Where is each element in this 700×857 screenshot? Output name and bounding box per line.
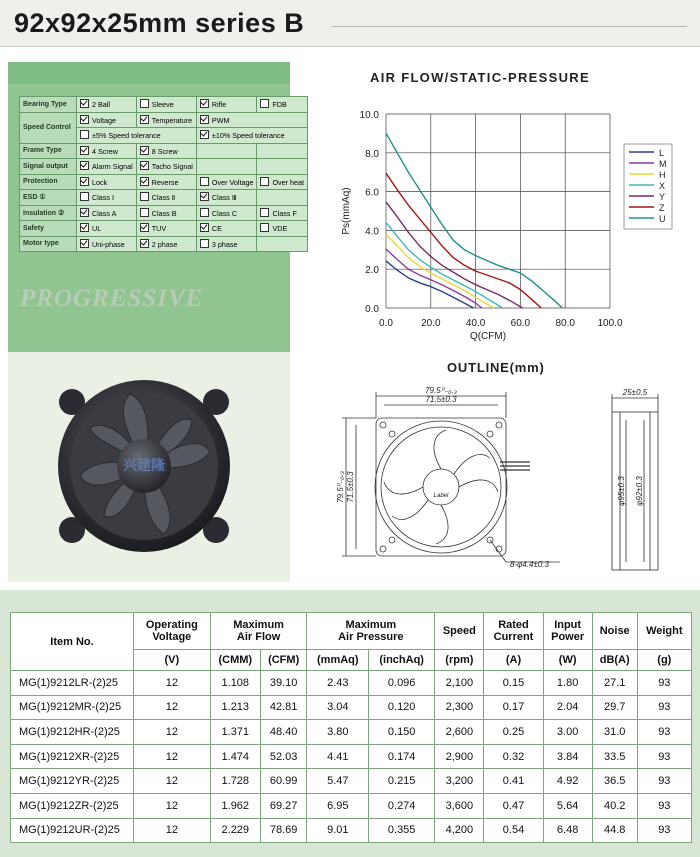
y-axis-label: Ps(mmAq) xyxy=(341,187,352,235)
column-header xyxy=(134,613,211,650)
column-unit: (CMM) xyxy=(210,650,260,671)
legend-label: U xyxy=(659,214,666,224)
brand-watermark: PROGRESSIVE xyxy=(20,285,204,312)
outline-hole xyxy=(389,431,395,437)
table-cell: 12 xyxy=(134,793,211,818)
table-cell: 4,200 xyxy=(435,818,484,843)
spec-option-label: Lock xyxy=(92,177,108,187)
spec-option-label: Alarm Signal xyxy=(92,162,133,172)
dim-left-inner: 71.5±0.3 xyxy=(346,471,355,503)
spec-option-label: 3 phase xyxy=(211,239,238,249)
spec-row-label: Speed Control xyxy=(20,112,77,143)
column-header xyxy=(592,613,637,650)
table-cell: 52.03 xyxy=(260,744,307,769)
table-cell: 6.48 xyxy=(543,818,592,843)
model-cell: MG(1)9212HR-(2)25 xyxy=(11,720,134,745)
table-cell: 29.7 xyxy=(592,695,637,720)
column-unit: (W) xyxy=(543,650,592,671)
spec-option-label: PWM xyxy=(211,115,230,125)
dim-left-outer: 79.5⁰₋₀.₃ xyxy=(336,471,345,503)
table-cell: 0.215 xyxy=(369,769,435,794)
spec-row-label: Motor type xyxy=(20,236,77,252)
table-cell: 93 xyxy=(637,793,691,818)
spec-option-label: 4 Screw xyxy=(92,146,118,156)
table-cell: 6.95 xyxy=(307,793,369,818)
table-cell: 27.1 xyxy=(592,671,637,696)
y-tick-label: 0.0 xyxy=(365,304,379,315)
table-cell: 93 xyxy=(637,671,691,696)
table-cell: 93 xyxy=(637,744,691,769)
table-cell: 93 xyxy=(637,695,691,720)
column-header-label: Operating Voltage xyxy=(145,619,198,643)
table-cell: 3.04 xyxy=(307,695,369,720)
table-cell: 12 xyxy=(134,744,211,769)
legend-label: H xyxy=(659,170,666,180)
table-row xyxy=(11,695,692,720)
table-cell: 3.84 xyxy=(543,744,592,769)
table-cell: 33.5 xyxy=(592,744,637,769)
spec-row-label: Safety xyxy=(20,221,77,237)
legend-label: X xyxy=(659,181,666,191)
fan-logo-text: 兴建隆 xyxy=(123,458,165,474)
spec-row-label: Signal output xyxy=(20,159,77,175)
table-cell: 12 xyxy=(134,720,211,745)
column-header-label: Maximum Air Pressure xyxy=(338,619,404,643)
table-cell: 93 xyxy=(637,769,691,794)
table-row xyxy=(11,818,692,843)
dim-top-outer: 79.5⁰₋₀.₃ xyxy=(425,386,457,395)
spec-option-label: Class Ⅲ xyxy=(211,193,237,203)
model-cell: MG(1)9212ZR-(2)25 xyxy=(11,793,134,818)
spec-option-label: Class C xyxy=(211,208,238,218)
spec-option-label: TUV xyxy=(151,224,167,234)
table-cell: 0.096 xyxy=(369,671,435,696)
column-unit: dB(A) xyxy=(592,650,637,671)
table-cell: 2,900 xyxy=(435,744,484,769)
x-tick-label: 60.0 xyxy=(510,318,531,329)
model-cell: MG(1)9212UR-(2)25 xyxy=(11,818,134,843)
table-cell: 0.15 xyxy=(484,671,543,696)
spec-row-label: Frame Type xyxy=(20,143,77,159)
table-row xyxy=(11,744,692,769)
x-axis-label: Q(CFM) xyxy=(469,331,507,342)
x-tick-label: 0.0 xyxy=(379,318,393,329)
column-header-label: Speed xyxy=(442,625,476,637)
table-cell: 93 xyxy=(637,818,691,843)
table-row xyxy=(11,671,692,696)
outline-inner-circle xyxy=(381,427,501,547)
spec-option-label: Temperature xyxy=(151,115,193,125)
spec-option-label: CE xyxy=(211,224,222,234)
y-tick-label: 6.0 xyxy=(365,187,379,199)
table-cell: 12 xyxy=(134,671,211,696)
table-cell: 3.00 xyxy=(543,720,592,745)
spec-option-label: 2 phase xyxy=(151,239,178,249)
spec-option-label: Class B xyxy=(151,208,177,218)
spec-row-label: Insulation ② xyxy=(20,205,77,221)
spec-option-label: Uni-phase xyxy=(92,239,125,249)
column-unit: (inchAq) xyxy=(369,650,435,671)
spec-row-label: Protection xyxy=(20,174,77,190)
spec-row-label: Bearing Type xyxy=(20,97,77,113)
table-cell: 0.54 xyxy=(484,818,543,843)
spec-option-label: Class Ⅱ xyxy=(151,193,176,203)
table-cell: 39.10 xyxy=(260,671,307,696)
table-cell: 60.99 xyxy=(260,769,307,794)
column-header-label: Rated Current xyxy=(493,619,534,643)
x-tick-label: 80.0 xyxy=(555,318,575,329)
outline-hub xyxy=(423,469,459,505)
dim-dia-outer: φ95±0.3 xyxy=(617,476,626,506)
hole-leader xyxy=(490,540,506,562)
table-cell: 2,300 xyxy=(435,695,484,720)
table-row xyxy=(11,720,692,745)
table-cell: 4.92 xyxy=(543,769,592,794)
table-cell: 48.40 xyxy=(260,720,307,745)
table-cell: 93 xyxy=(637,720,691,745)
table-cell: 12 xyxy=(134,818,211,843)
table-cell: 0.120 xyxy=(369,695,435,720)
legend-label: Y xyxy=(659,192,666,202)
column-unit: (mmAq) xyxy=(307,650,369,671)
spec-option-label: UL xyxy=(92,224,102,234)
y-tick-label: 10.0 xyxy=(359,110,379,121)
column-header xyxy=(11,613,134,671)
table-cell: 1.80 xyxy=(543,671,592,696)
table-cell: 2,100 xyxy=(435,671,484,696)
outline-outer-circle xyxy=(375,421,507,553)
model-cell: MG(1)9212LR-(2)25 xyxy=(11,671,134,696)
table-cell: 0.25 xyxy=(484,720,543,745)
column-header xyxy=(484,613,543,650)
table-cell: 0.41 xyxy=(484,769,543,794)
table-cell: 1.371 xyxy=(210,720,260,745)
table-cell: 1.728 xyxy=(210,769,260,794)
y-tick-label: 8.0 xyxy=(365,148,379,160)
column-header-label: Weight xyxy=(646,625,683,637)
dim-hole: 8-φ4.4±0.3 xyxy=(510,560,549,569)
spec-row-label: ESD ① xyxy=(20,190,77,206)
outline-hole xyxy=(380,422,386,428)
table-cell: 44.8 xyxy=(592,818,637,843)
column-unit: (A) xyxy=(484,650,543,671)
column-header xyxy=(435,613,484,650)
column-header xyxy=(210,613,307,650)
x-tick-label: 20.0 xyxy=(421,318,441,329)
column-header-label: Maximum Air Flow xyxy=(233,619,284,643)
table-cell: 0.47 xyxy=(484,793,543,818)
y-tick-label: 2.0 xyxy=(365,265,379,277)
table-cell: 3.80 xyxy=(307,720,369,745)
spec-option-label: Class F xyxy=(272,208,297,218)
table-cell: 40.2 xyxy=(592,793,637,818)
column-header-label: Item No. xyxy=(50,635,94,648)
column-header xyxy=(637,613,691,650)
dim-thickness: 25±0.5 xyxy=(622,388,648,397)
table-cell: 2.04 xyxy=(543,695,592,720)
table-cell: 0.17 xyxy=(484,695,543,720)
table-cell: 1.108 xyxy=(210,671,260,696)
dim-top-inner: 71.5±0.3 xyxy=(425,395,457,404)
spec-data-table xyxy=(10,612,692,843)
spec-option-label: FDB xyxy=(272,100,287,110)
model-cell: MG(1)9212XR-(2)25 xyxy=(11,744,134,769)
spec-option-label: VDE xyxy=(272,224,288,234)
spec-option-label: Reverse xyxy=(151,177,179,187)
spec-option-label: Sleeve xyxy=(151,100,174,110)
column-header xyxy=(307,613,435,650)
page-title: 92x92x25mm series B xyxy=(14,8,305,38)
table-cell: 2,600 xyxy=(435,720,484,745)
column-unit: (CFM) xyxy=(260,650,307,671)
outline-blades xyxy=(384,430,498,544)
spec-option-label: Class Ⅰ xyxy=(92,193,115,203)
table-row xyxy=(11,793,692,818)
table-cell: 0.274 xyxy=(369,793,435,818)
table-cell: 3,200 xyxy=(435,769,484,794)
model-cell: MG(1)9212MR-(2)25 xyxy=(11,695,134,720)
table-cell: 0.150 xyxy=(369,720,435,745)
chart-title: AIR FLOW/STATIC-PRESSURE xyxy=(370,70,590,85)
legend-label: M xyxy=(659,159,667,169)
table-cell: 12 xyxy=(134,695,211,720)
model-cell: MG(1)9212YR-(2)25 xyxy=(11,769,134,794)
table-cell: 9.01 xyxy=(307,818,369,843)
legend-label: L xyxy=(659,148,665,158)
outline-hole xyxy=(389,537,395,543)
table-cell: 4.41 xyxy=(307,744,369,769)
dim-dia-inner: φ92±0.3 xyxy=(635,476,644,506)
spec-option-label: ±10% Speed tolerance xyxy=(211,131,285,141)
table-cell: 0.32 xyxy=(484,744,543,769)
table-cell: 3,600 xyxy=(435,793,484,818)
outline-hole xyxy=(380,546,386,552)
table-cell: 5.64 xyxy=(543,793,592,818)
table-cell: 0.355 xyxy=(369,818,435,843)
legend-label: Z xyxy=(659,203,665,213)
spec-option-label: 2 Ball xyxy=(92,100,110,110)
x-tick-label: 40.0 xyxy=(465,318,486,329)
table-cell: 36.5 xyxy=(592,769,637,794)
spec-option-label: Class A xyxy=(92,208,117,218)
spec-option-label: Over Voltage xyxy=(211,177,254,187)
spec-option-label: Over heat xyxy=(272,177,305,187)
table-cell: 5.47 xyxy=(307,769,369,794)
spec-option-label: Voltage xyxy=(92,115,116,125)
table-cell: 1.962 xyxy=(210,793,260,818)
table-cell: 42.81 xyxy=(260,695,307,720)
table-cell: 2.43 xyxy=(307,671,369,696)
x-tick-label: 100.0 xyxy=(597,318,623,329)
outline-hole xyxy=(487,431,493,437)
table-cell: 0.174 xyxy=(369,744,435,769)
outline-title: OUTLINE(mm) xyxy=(447,360,545,375)
table-cell: 69.27 xyxy=(260,793,307,818)
column-unit: (rpm) xyxy=(435,650,484,671)
table-row xyxy=(11,769,692,794)
table-cell: 1.474 xyxy=(210,744,260,769)
spec-option-label: Tacho Signal xyxy=(151,162,193,172)
column-unit: (g) xyxy=(637,650,691,671)
spec-option-label: ±5% Speed tolerance xyxy=(92,131,161,141)
spec-option-label: Rifle xyxy=(211,100,227,110)
table-cell: 1.213 xyxy=(210,695,260,720)
table-cell: 31.0 xyxy=(592,720,637,745)
spec-option-label: 8 Screw xyxy=(151,146,178,156)
table-cell: 78.69 xyxy=(260,818,307,843)
column-header-label: Input Power xyxy=(551,619,585,643)
column-header-label: Noise xyxy=(599,625,630,637)
table-cell: 12 xyxy=(134,769,211,794)
y-tick-label: 4.0 xyxy=(365,226,379,238)
outline-hole xyxy=(496,422,502,428)
column-header xyxy=(543,613,592,650)
column-unit: (V) xyxy=(134,650,211,671)
label-text: Label xyxy=(433,493,449,499)
table-cell: 2.229 xyxy=(210,818,260,843)
